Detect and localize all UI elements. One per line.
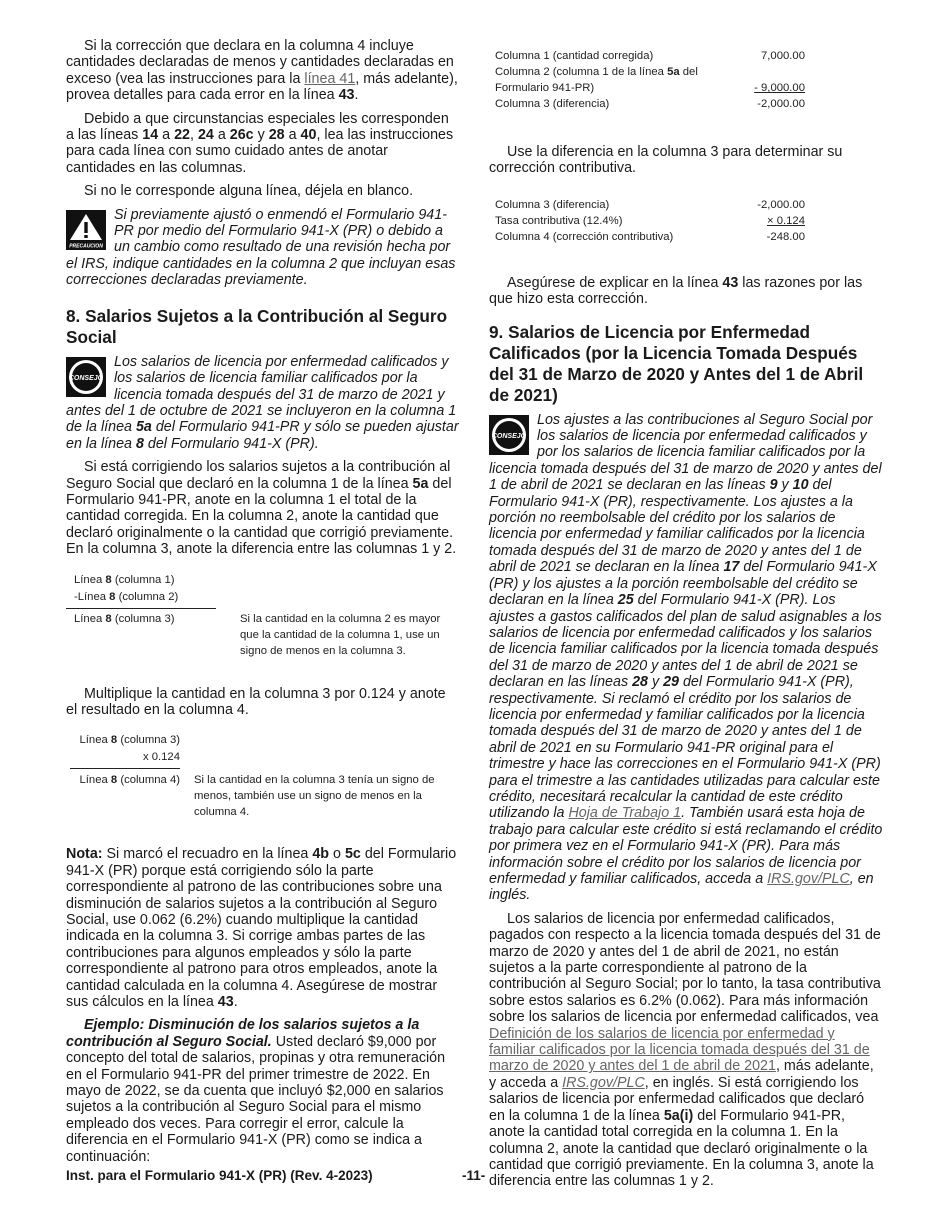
heading-section-9: 9. Salarios de Licencia por Enfermedad Calificados (por la Licencia Tomada Después del 31 de Marzo de 2020 y Antes del 1 de Abril de 2021) <box>489 321 864 405</box>
wk2-row-col4: Línea 8 (columna 4) <box>79 774 180 787</box>
link-definition-qualified-wages[interactable]: Definición de los salarios de licencia por enfermedad y familiar calificados por la licencia tomada después del 31 de marzo de 2020 y antes del 1 de abril de 2021 <box>489 1025 870 1075</box>
link-irs-plc[interactable]: IRS.gov/PLC <box>767 871 850 887</box>
wk2-row-col3: Línea 8 (columna 3) <box>79 734 180 747</box>
tip-icon <box>489 415 531 455</box>
caution-label: PRECAUCION <box>69 243 103 250</box>
tip-icon <box>66 357 108 397</box>
wk1-row-col3: Línea 8 (columna 3) <box>74 612 175 625</box>
wk1-note: Si la cantidad en la columna 2 es mayor que la cantidad de la columna 1, use un signo de menos en la columna 3. <box>240 612 441 657</box>
paragraph-special-lines: Debido a que circunstancias especiales les corresponden a las líneas 14 a 22, 24 a 26c y 28 a 40, lea las instrucciones para cada línea con sumo cuidado antes de anotar cantidades en las columnas. <box>66 110 454 176</box>
paragraph-example: Ejemplo: Disminución de los salarios sujetos a la contribución al Seguro Social. Usted declaró $9,000 por concepto del total de salarios, propinas y otra remuneración en el Formulario 941-PR del primer trimestre de 2022. En mayo de 2022, se da cuenta que incluyó $2,000 en salarios sujetos a la contribución al Seguro Social para el mismo empleado dos veces. Para corregir el error, calcule la diferencia en el Formulario 941-X (PR) como se indica a continuación: <box>66 1017 446 1165</box>
paragraph-blank-lines: Si no le corresponde alguna línea, déjela en blanco. <box>84 183 414 200</box>
worksheet-example-tax <box>489 197 805 245</box>
tip-note-8: CONSEJO Los salarios de licencia por enfermedad calificados y los salarios de licencia familiar calificados por la licencia tomada después del 31 de marzo de 2021 y antes del 1 de octubre de 2021 se incluyeron en la columna 1 de la línea 5a del Formulario 941-PR y sólo se pueden ajustar en la línea 8 del Formulario 941-X (PR). <box>66 353 459 452</box>
paragraph-column4-details: Si la corrección que declara en la columna 4 incluye cantidades declaradas de menos y cantidades declaradas en exceso (vea las instrucciones para la línea 41, más adelante), provea detalles para cada error en la línea 43. <box>66 38 458 104</box>
page-footer <box>66 1168 886 1183</box>
wk3-row-col3: Columna 3 (diferencia) -2,000.00 <box>495 98 805 110</box>
paragraph-correcting-wages: Si está corrigiendo los salarios sujetos a la contribución al Seguro Social que declaró en la columna 1 de la línea 5a del Formulario 941-PR, anote en la columna 1 el total de la cantidad corregida. En la columna 2, anote la cantidad que declaró originalmente o la cantidad que corrigió previamente. En la columna 3, anote la diferencia entre las columnas 1 y 2. <box>66 459 457 558</box>
left-column <box>66 38 460 1165</box>
wk3-row-col1: Columna 1 (cantidad corregida) 7,000.00 <box>495 50 805 62</box>
paragraph-use-difference: Use la diferencia en la columna 3 para determinar su corrección contributiva. <box>489 144 843 177</box>
page-number: -11- <box>462 1168 486 1183</box>
tip-label: CONSEJO <box>68 374 104 382</box>
wk2-note: Si la cantidad en la columna 3 tenía un signo de menos, también use un signo de menos en la columna 4. <box>194 774 435 819</box>
right-column <box>489 48 883 1190</box>
footer-title: Inst. para el Formulario 941-X (PR) (Rev. 4-2023) <box>66 1168 373 1183</box>
wk1-row-col2: -Línea 8 (columna 2) <box>74 590 179 603</box>
link-line-41[interactable]: línea 41 <box>304 70 356 87</box>
worksheet-example-difference <box>489 48 805 112</box>
wk3-row-col2-label: Columna 2 (columna 1 de la línea 5a del <box>495 66 698 78</box>
paragraph-nota: Nota: Si marcó el recuadro en la línea 4b o 5c del Formulario 941-X (PR) porque está corrigiendo sólo la parte correspondiente al patrono de las contribuciones sobre una disminución de salarios sujetos a la contribución al Seguro Social, use 0.062 (6.2%) cuando multiplique la cantidad indicada en la columna 3. Si corrige ambas partes de las contribuciones para algunos empleados y sólo la parte correspondiente al patrono para otros empleados, anote la cantidad calculada en la columna 4. Asegúrese de mostrar sus cálculos en la línea 43. <box>66 846 457 1011</box>
wk2-row-rate: x 0.124 <box>142 751 180 764</box>
wk4-row-col3: Columna 3 (diferencia) -2,000.00 <box>495 198 805 211</box>
heading-section-8: 8. Salarios Sujetos a la Contribución al Seguro Social <box>66 305 448 347</box>
worksheet-line8-col4 <box>66 732 460 826</box>
tip-note-9: CONSEJO Los ajustes a las contribuciones al Seguro Social por los salarios de licencia por enfermedad calificados y por los salarios de licencia familiar calificados por la licencia tomada después del 31 de marzo de 2020 y antes del 1 de abril de 2021 se declaran en las líneas 9 y 10 del Formulario 941-X (PR), respectivamente. Los ajustes a la porción no reembolsable del crédito por los salarios de licencia por enfermedad y familiar calificados por la licencia tomada después del 31 de marzo de 2020 y antes del 1 de abril de 2021 se declaran en la línea 17 del Formulario 941-X (PR) y los ajustes a la porción reembolsable del crédito se declaran en la línea 25 del Formulario 941-X (PR). Los ajustes a gastos calificados del plan de salud asignables a los salarios de licencia por enfermedad calificados y los salarios de licencia familiar calificados por la licencia tomada después del 31 de marzo de 2020 y antes del 1 de abril de 2021 se declaran en las líneas 28 y 29 del Formulario 941-X (PR), respectivamente. Si reclamó el crédito por los salarios de licencia por enfermedad y familiar calificados por la licencia tomada después del 31 de marzo de 2020 y antes del 1 de abril de 2021 en su Formulario 941-PR original para el trimestre y hace las correcciones en el Formulario 941-X (PR) para el trimestre a las cantidades utilizadas para calcular este crédito, necesitará recalcular la cantidad de este crédito utilizando la Hoja de Trabajo 1. También usará esta hoja de trabajo para calcular este crédito si está reclamando el crédito por primera vez en el Formulario 941-X (PR). Para más información sobre el crédito por los salarios de licencia por enfermedad y familiar calificados, acceda a IRS.gov/PLC, en inglés. <box>489 411 883 904</box>
wk4-row-rate: Tasa contributiva (12.4%) × 0.124 <box>495 214 805 227</box>
wk3-row-col2: Formulario 941-PR) - 9,000.00 <box>495 82 805 94</box>
paragraph-multiply: Multiplique la cantidad en la columna 3 por 0.124 y anote el resultado en la columna 4. <box>66 685 446 718</box>
link-irs-plc-2[interactable]: IRS.gov/PLC <box>562 1074 645 1091</box>
wk1-row-col1: Línea 8 (columna 1) <box>74 573 175 586</box>
caution-note: PRECAUCION Si previamente ajustó o enmendó el Formulario 941-PR por medio del Formulario 941-X (PR) o debido a un cambio como resultado de una revisión hecha por el IRS, indique cantidades en la columna 2 que incluyan esas correcciones declaradas previamente. <box>66 206 456 289</box>
caution-icon <box>66 210 108 250</box>
wk4-row-col4: Columna 4 (corrección contributiva) -248.00 <box>495 230 805 243</box>
link-worksheet-1[interactable]: Hoja de Trabajo 1 <box>568 805 682 822</box>
paragraph-qualified-sick-wages: Los salarios de licencia por enfermedad calificados, pagados con respecto a la licencia tomada después del 31 de marzo de 2020 y antes del 1 de abril de 2021, no están sujetos a la parte correspondiente al patrono de la contribución al Seguro Social; por lo tanto, la tasa contributiva sobre estos salarios es 6.2% (0.062). Para más información sobre los salarios de licencia por enfermedad calificados, vea Definición de los salarios de licencia por enfermedad y familiar calificados por la licencia tomada después del 31 de marzo de 2020 y antes del 1 de abril de 2021, más adelante, y acceda a IRS.gov/PLC, en inglés. Si está corrigiendo los salarios de licencia por enfermedad calificados que declaró en la columna 1 de la línea 5a(i) del Formulario 941-PR, anote la cantidad total corregida en la columna 1. En la columna 2, anote la cantidad que declaró originalmente o la cantidad que corrigió previamente. En la columna 3, anote la diferencia entre las columnas 1 y 2. <box>489 910 881 1190</box>
tip-label: CONSEJO <box>491 432 527 440</box>
paragraph-explain-line43: Asegúrese de explicar en la línea 43 las razones por las que hizo esta corrección. <box>489 274 863 308</box>
worksheet-line8-col3 <box>66 572 460 668</box>
